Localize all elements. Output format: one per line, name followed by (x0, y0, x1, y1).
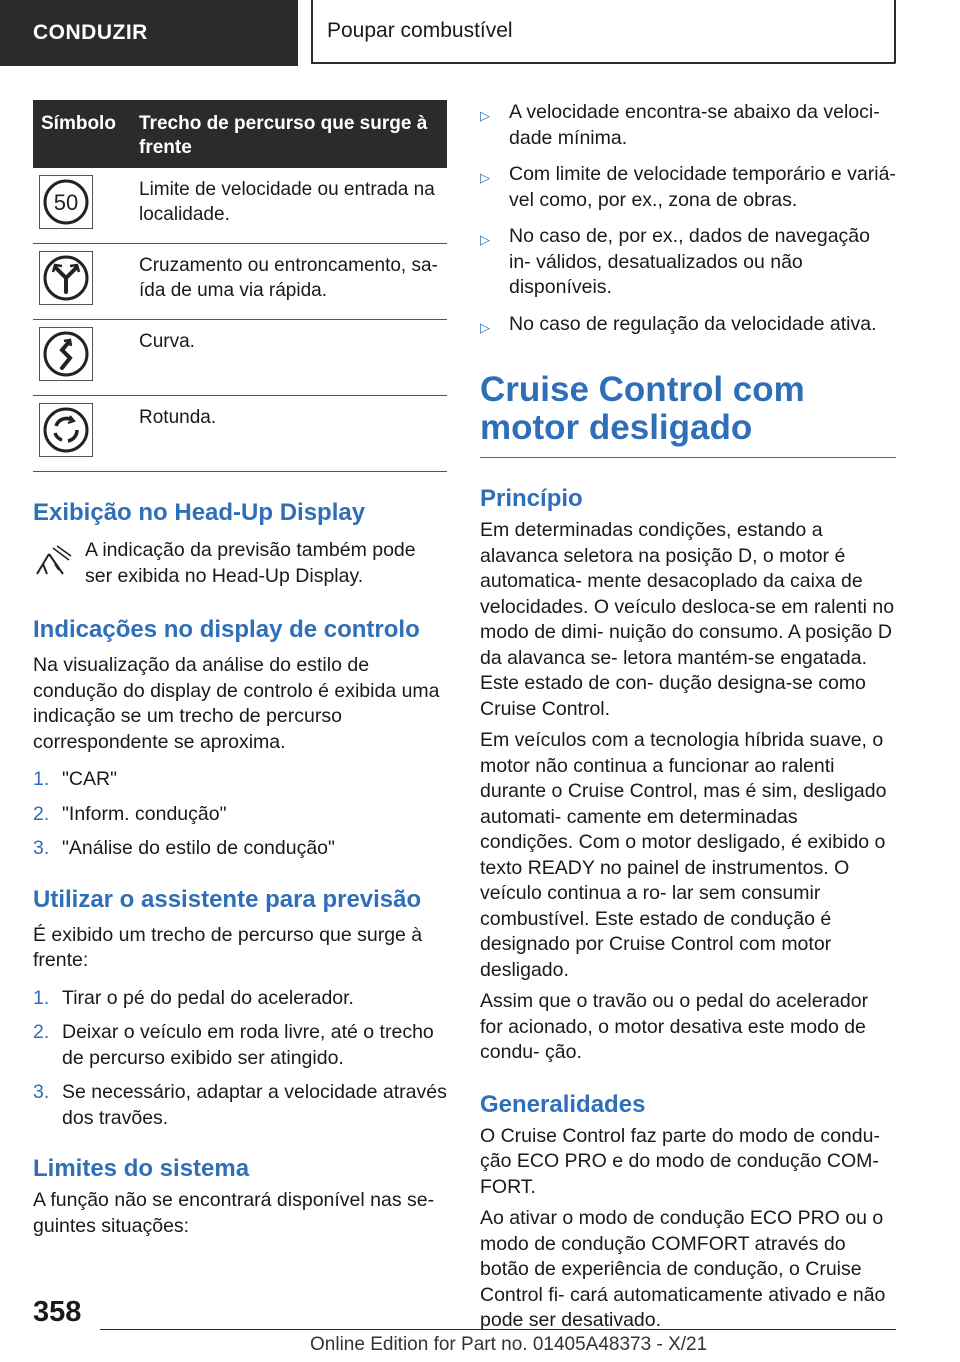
step-text: "CAR" (62, 768, 118, 790)
step-text: Deixar o veículo em roda livre, até o trecho de percurso exibido ser atingido. (62, 1021, 434, 1069)
control-display-heading: Indicações no display de controlo (33, 616, 420, 643)
control-display-text: Na visualização da análise do estilo de condução do display de controlo é exibida uma indicação se um trecho de percurso correspondente se aproxima. (33, 654, 440, 753)
principle-heading: Princípio (480, 485, 583, 512)
step-number: 3. (33, 837, 50, 859)
general-paragraph: Ao ativar o modo de condução ECO PRO ou o modo de condução COMFORT através do botão de experiência de condução, o Cruise Control fi- cará automaticamente ativado e não pode ser desativado. (480, 1207, 886, 1331)
hud-text: A indicação da previsão também pode ser exibida no Head-Up Display. (85, 539, 416, 587)
bullet-text: Com limite de velocidade temporário e variá- vel como, por ex., zona de obras. (509, 163, 896, 211)
chapter-title: CONDUZIR (33, 21, 148, 44)
table-header-symbol: Símbolo (33, 100, 131, 168)
page-number: 358 (33, 1296, 82, 1328)
symbol-table (33, 100, 447, 472)
table-row (33, 320, 447, 396)
table-cell-text: Curva. (131, 320, 447, 396)
triangle-bullet-icon: ▷ (480, 319, 490, 335)
table-row (33, 396, 447, 472)
step-number: 2. (33, 802, 50, 825)
triangle-bullet-icon: ▷ (480, 232, 490, 247)
step-number: 3. (33, 1081, 50, 1103)
roundabout-icon (39, 403, 93, 457)
curve-icon (39, 327, 93, 381)
junction-icon (39, 251, 93, 305)
table-header-row (33, 100, 447, 168)
use-assistant-text: É exibido um trecho de percurso que surge à frente: (33, 923, 423, 971)
footer-rule (100, 1329, 896, 1330)
list-item (33, 1020, 447, 1071)
triangle-bullet-icon: ▷ (480, 170, 490, 185)
step-number: 2. (33, 1021, 50, 1043)
table-cell-text: Cruzamento ou entroncamento, sa- ída de uma via rápida. (131, 244, 447, 320)
left-column (33, 100, 447, 1245)
use-assistant-steps (33, 986, 447, 1132)
list-item (33, 986, 447, 1012)
bullet-text: A velocidade encontra-se abaixo da veloci- dade mínima. (509, 101, 880, 149)
bullet-text: No caso de, por ex., dados de navegação in- válidos, desatualizados ou não disponíveis. (509, 225, 870, 298)
use-assistant-heading: Utilizar o assistente para previsão (33, 885, 422, 913)
list-item (33, 836, 447, 862)
principle-paragraph: Em veículos com a tecnologia híbrida suave, o motor não continua a funcionar ao ralenti durante o Cruise Control, mas é sim, desligado automati- camente em determinadas condições. Com o motor desligado, é exibido o texto READY no painel de instrumentos. O veículo continua a ro- lar sem consumir combustível. Este estado de condução é designado por Cruise Control com motor desligado. (480, 729, 887, 981)
head-up-display-icon (33, 538, 85, 585)
step-text: "Inform. condução" (62, 802, 227, 825)
list-item (33, 767, 447, 793)
step-number: 1. (33, 986, 50, 1009)
list-item (33, 1080, 447, 1131)
table-header-route: Trecho de percurso que surge à frente (131, 100, 447, 168)
limits-heading: Limites do sistema (33, 1155, 250, 1182)
triangle-bullet-icon: ▷ (480, 108, 490, 123)
cruise-heading: Cruise Control com motor desligado (480, 370, 805, 447)
list-item (480, 224, 896, 301)
chapter-tab (0, 0, 298, 66)
principle-paragraph: Em determinadas condições, estando a alavanca seletora na posição D, o motor é automatica- mente desacoplado da caixa de velocidades. O veículo desloca-se em ralenti no modo de dimi- nuição do consumo. A posição D da alavanca se- letora mantém-se engatada. Este estado de con- dução designa-se como Cruise Control. (480, 519, 895, 720)
right-column (480, 100, 896, 1340)
limits-text: A função não se encontrará disponível nas se- guintes situações: (33, 1189, 435, 1237)
topic-tab (311, 0, 896, 64)
list-item (480, 100, 896, 151)
list-item (480, 162, 896, 213)
control-display-steps (33, 767, 447, 862)
limits-bullets (480, 100, 896, 340)
speed-limit-50-icon (39, 175, 93, 229)
step-text: Se necessário, adaptar a velocidade através dos travões. (62, 1081, 447, 1129)
list-item (33, 802, 447, 828)
speed-limit-value: 50 (53, 190, 79, 215)
table-cell-text: Limite de velocidade ou entrada na localidade. (131, 168, 447, 244)
step-text: "Análise do estilo de condução" (62, 837, 335, 859)
bullet-text: No caso de regulação da velocidade ativa. (509, 312, 877, 335)
general-paragraph: O Cruise Control faz parte do modo de condu- ção ECO PRO e do modo de condução COM- FORT. (480, 1124, 880, 1198)
hud-paragraph (33, 538, 447, 595)
table-cell-text: Rotunda. (131, 396, 447, 472)
list-item (480, 312, 896, 341)
general-heading: Generalidades (480, 1090, 646, 1118)
table-row (33, 168, 447, 244)
topic-title: Poupar combustível (327, 19, 513, 42)
table-row (33, 244, 447, 320)
principle-paragraph: Assim que o travão ou o pedal do acelerador for acionado, o motor desativa este modo de condu- ção. (480, 990, 869, 1063)
step-number: 1. (33, 768, 50, 790)
hud-heading: Exibição no Head-Up Display (33, 499, 366, 526)
footer-edition: Online Edition for Part no. 01405A48373 - X/21 (310, 1334, 708, 1355)
step-text: Tirar o pé do pedal do acelerador. (62, 986, 354, 1009)
